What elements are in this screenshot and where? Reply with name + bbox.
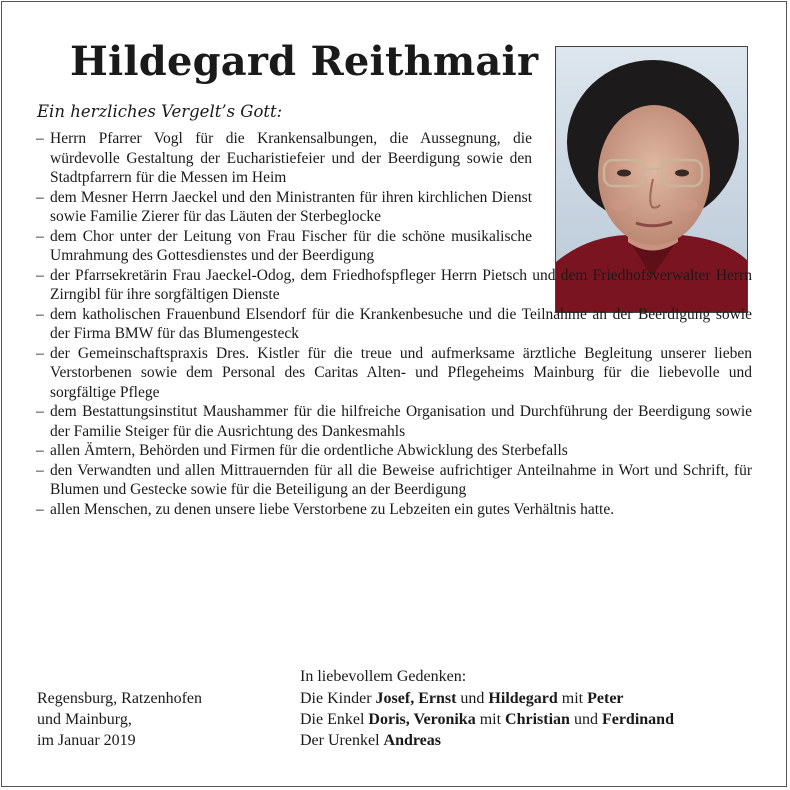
thanks-list bbox=[36, 129, 752, 519]
grandchildren-line bbox=[300, 709, 674, 730]
list-item-text: den Verwandten und allen Mittrauernden für all die Beweise aufrichtiger Anteilnahme in Wort und Schrift, für Blumen und Gestecke sowie für die Beteiligung an der Beerdigung bbox=[50, 461, 752, 498]
list-item bbox=[36, 500, 752, 520]
place-line: und Mainburg, bbox=[37, 711, 132, 728]
list-item bbox=[36, 344, 752, 403]
grandchild-name: Ferdinand bbox=[601, 711, 674, 728]
greatgrandchild-line bbox=[300, 730, 674, 751]
children-names: Josef, Ernst bbox=[375, 690, 457, 707]
list-item-text: allen Ämtern, Behörden und Firmen für die ordentliche Abwicklung des Sterbefalls bbox=[50, 442, 568, 459]
list-item-text: der Pfarrsekretärin Frau Jaeckel-Odog, dem Friedhofspfleger Herrn Pietsch und dem Friedhofsverwalter Herrn Zirngibl für ihre sorgfältigen Dienste bbox=[50, 266, 752, 303]
list-item-text: dem Bestattungsinstitut Maushammer für die hilfreiche Organisation und Durchführung der Beerdigung sowie der Familie Steiger für die Ausrichtung des Dankesmahls bbox=[50, 403, 752, 440]
grandchildren-names: Doris, Veronika bbox=[368, 711, 476, 728]
conjunction: und bbox=[573, 711, 598, 728]
closing-line: In liebevollem Gedenken: bbox=[300, 668, 467, 685]
list-item bbox=[36, 305, 752, 344]
child-name: Hildegard bbox=[488, 690, 558, 707]
list-item bbox=[36, 402, 752, 441]
list-item bbox=[36, 266, 752, 305]
date-line: im Januar 2019 bbox=[37, 732, 136, 749]
list-item-text: dem katholischen Frauenbund Elsendorf für die Krankenbesuche und die Teilnahme an der Beerdigung sowie der Firma BMW für das Blumengesteck bbox=[50, 305, 752, 342]
grandchildren-prefix: Die Enkel bbox=[300, 711, 365, 728]
list-item-text: allen Menschen, zu denen unsere liebe Verstorbene zu Lebzeiten ein gutes Verhältnis hatte. bbox=[50, 500, 615, 518]
list-item-text: Herrn Pfarrer Vogl für die Krankensalbungen, die Aussegnung, die würdevolle Gestaltung der Eucharistiefeier und der Beerdigung sowie den Stadtpfarrern für die Messen im Heim bbox=[50, 130, 532, 186]
conjunction: mit bbox=[479, 711, 502, 728]
partner-name: Peter bbox=[587, 690, 624, 707]
list-item-text: dem Chor unter der Leitung von Frau Fischer für die schöne musikalische Umrahmung des Gottesdienstes und der Beerdigung bbox=[50, 227, 532, 264]
list-item bbox=[36, 441, 752, 461]
place-line: Regensburg, Ratzenhofen bbox=[37, 690, 202, 707]
children-line bbox=[300, 688, 674, 709]
intro-heading: Ein herzliches Vergelt’s Gott: bbox=[37, 102, 283, 121]
list-item bbox=[36, 461, 752, 500]
list-item bbox=[36, 188, 532, 227]
list-item-text: dem Mesner Herrn Jaeckel und den Ministranten für ihren kirchlichen Dienst sowie Familie Zierer für das Läuten der Sterbeglocke bbox=[50, 188, 532, 225]
place-date bbox=[37, 688, 202, 751]
conjunction: mit bbox=[561, 690, 584, 707]
family-signatures bbox=[300, 688, 674, 751]
children-prefix: Die Kinder bbox=[300, 690, 372, 707]
list-item-text: der Gemeinschaftspraxis Dres. Kistler für die treue und aufmerksame ärztliche Begleitung unserer lieben Verstorbenen sowie dem Personal des Caritas Alten- und Pflegeheims Mainburg für die liebevolle und sorgfältige Pflege bbox=[50, 344, 752, 401]
list-item bbox=[36, 129, 532, 188]
greatgrandchild-name: Andreas bbox=[383, 732, 442, 749]
partner-name: Christian bbox=[505, 711, 570, 728]
conjunction: und bbox=[460, 690, 485, 707]
list-item bbox=[36, 227, 532, 266]
deceased-name: Hildegard Reithmair bbox=[70, 38, 539, 85]
greatgrandchild-prefix: Der Urenkel bbox=[300, 732, 380, 749]
